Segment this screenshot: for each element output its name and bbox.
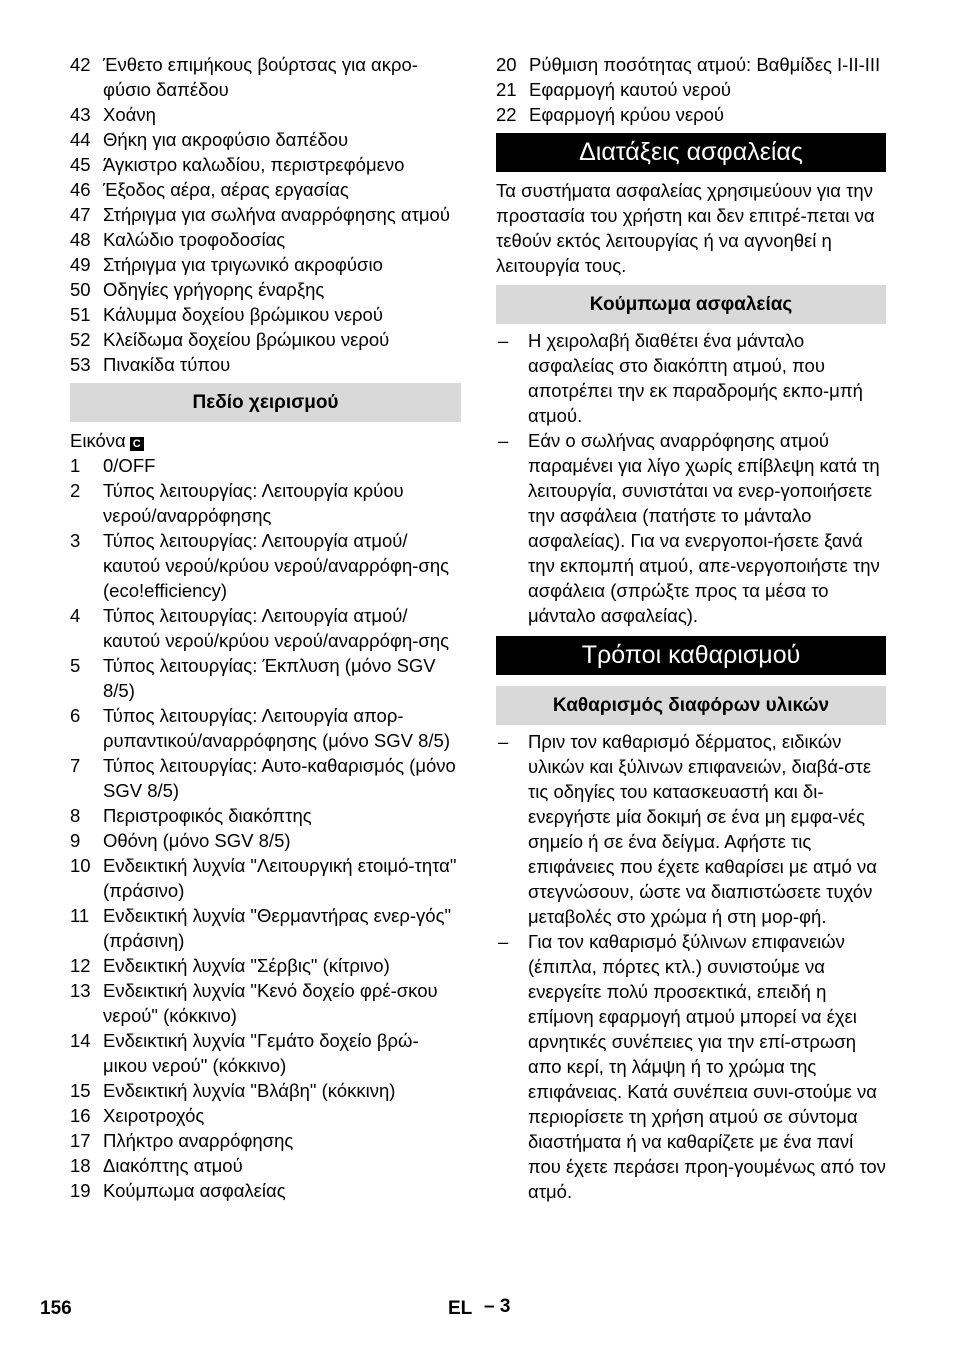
- item-text: Τύπος λειτουργίας: Αυτο-καθαρισμός (μόνο SGV 8/5): [103, 755, 456, 801]
- item-number: 13: [70, 980, 91, 1001]
- item-text: 0/OFF: [103, 455, 156, 476]
- language-code: EL: [448, 1298, 473, 1319]
- item-text: Περιστροφικός διακόπτης: [103, 805, 312, 826]
- item-number: 53: [70, 354, 91, 375]
- item-number: 5: [70, 655, 81, 676]
- item-number: 12: [70, 955, 91, 976]
- page-number: 156: [40, 1298, 72, 1319]
- list-item: [70, 152, 461, 177]
- item-text: Θήκη για ακροφύσιο δαπέδου: [103, 129, 349, 150]
- section-number: – 3: [484, 1296, 511, 1317]
- item-number: 20: [496, 54, 517, 75]
- list-item: [496, 52, 886, 77]
- item-text: Στήριγμα για τριγωνικό ακροφύσιο: [103, 254, 383, 275]
- item-number: 18: [70, 1155, 91, 1176]
- item-text: Ενδεικτική λυχνία "Βλάβη" (κόκκινη): [103, 1080, 396, 1101]
- control-panel-list: [70, 453, 461, 1203]
- item-number: 51: [70, 304, 91, 325]
- item-number: 14: [70, 1030, 91, 1051]
- item-number: 9: [70, 830, 81, 851]
- right-column: [496, 52, 886, 1204]
- item-text: Έξοδος αέρα, αέρας εργασίας: [103, 179, 349, 200]
- item-text: Εφαρμογή καυτού νερού: [529, 79, 732, 100]
- item-text: Τύπος λειτουργίας: Λειτουργία ατμού/ καυτού νερού/κρύου νερού/αναρρόφη-σης (eco!efficiency): [103, 530, 450, 601]
- list-item: – Για τον καθαρισμό ξύλινων επιφανειών (έπιπλα, πόρτες κτλ.) συνιστούμε να ενεργείτε πολύ προσεκτικά, επειδή η επίμονη εφαρμογή ατμού μπορεί να έχει αρνητικές συνέπειες για την επί-στρωση απο κερί, τη λάμψη ή το χρώμα της επιφάνειας. Κατά συνέπεια συνι-στούμε να περιορίσετε τη χρήση ατμού σε σύντομα διαστήματα ή να καθαρίζετε με ένα πανί που έχετε περάσει προη-γουμένως από τον ατμό.: [498, 931, 886, 1202]
- list-item: [70, 352, 461, 377]
- list-item: [70, 1028, 461, 1078]
- safety-devices-text: Τα συστήματα ασφαλείας χρησιμεύουν για την προστασία του χρήστη και δεν επιτρέ-πεται να τεθούν εκτός λειτουργίας ή να αγνοηθεί η λειτουργία τους.: [496, 180, 875, 276]
- item-number: 21: [496, 79, 517, 100]
- item-number: 4: [70, 605, 81, 626]
- list-item: [70, 327, 461, 352]
- item-text: Κλείδωμα δοχείου βρώμικου νερού: [103, 329, 390, 350]
- item-number: 44: [70, 129, 91, 150]
- item-text: Ρύθμιση ποσότητας ατμού: Βαθμίδες I-II-III: [529, 54, 881, 75]
- list-item: [70, 978, 461, 1028]
- item-number: 45: [70, 154, 91, 175]
- item-number: 43: [70, 104, 91, 125]
- item-text: Ενδεικτική λυχνία "Θερμαντήρας ενερ-γός" (πράσινη): [103, 905, 452, 951]
- list-item: [70, 1153, 461, 1178]
- left-column: [70, 52, 461, 1203]
- item-text: Τύπος λειτουργίας: Λειτουργία απορ-ρυπαντικού/αναρρόφησης (μόνο SGV 8/5): [103, 705, 450, 751]
- item-text: Ενδεικτική λυχνία "Γεμάτο δοχείο βρώ-μικου νερού" (κόκκινο): [103, 1030, 419, 1076]
- safety-devices-heading: Διατάξεις ασφαλείας: [496, 133, 886, 172]
- item-number: 49: [70, 254, 91, 275]
- list-item: [70, 753, 461, 803]
- item-text: Τύπος λειτουργίας: Έκπλυση (μόνο SGV 8/5): [103, 655, 436, 701]
- item-text: Διακόπτης ατμού: [103, 1155, 243, 1176]
- list-item: [70, 953, 461, 978]
- item-number: 50: [70, 279, 91, 300]
- item-text: Ενδεικτική λυχνία "Λειτουργική ετοιμό-τητα" (πράσινο): [103, 855, 457, 901]
- list-item: [70, 528, 461, 603]
- item-number: 48: [70, 229, 91, 250]
- item-text: Οδηγίες γρήγορης έναρξης: [103, 279, 325, 300]
- figure-letter-badge: C: [130, 437, 144, 451]
- item-text: Χειροτροχός: [103, 1105, 205, 1126]
- component-list-part-2: [496, 52, 886, 127]
- list-item: [70, 202, 461, 227]
- list-item: [70, 603, 461, 653]
- item-text: Ενδεικτική λυχνία "Σέρβις" (κίτρινο): [103, 955, 390, 976]
- materials-cleaning-heading: Καθαρισμός διαφόρων υλικών: [496, 686, 886, 725]
- item-text: Πινακίδα τύπου: [103, 354, 231, 375]
- item-text: Τύπος λειτουργίας: Λειτουργία ατμού/ καυτού νερού/κρύου νερού/αναρρόφη-σης: [103, 605, 450, 651]
- list-item: – Η χειρολαβή διαθέτει ένα μάνταλο ασφαλείας στο διακόπτη ατμού, που αποτρέπει την εκ παραδρομής εκπο-μπή ατμού.: [498, 330, 863, 426]
- item-text: Κούμπωμα ασφαλείας: [103, 1180, 286, 1201]
- item-number: 3: [70, 530, 81, 551]
- list-item: [70, 853, 461, 903]
- list-item: [496, 102, 886, 127]
- cleaning-methods-heading: Τρόποι καθαρισμού: [496, 636, 886, 675]
- list-item: [70, 127, 461, 152]
- materials-cleaning-list: [496, 729, 886, 1204]
- figure-label: Εικόνα: [70, 430, 126, 451]
- item-number: 19: [70, 1180, 91, 1201]
- list-item: [70, 453, 461, 478]
- list-item: [70, 1178, 461, 1203]
- item-number: 42: [70, 54, 91, 75]
- component-list-part-1: [70, 52, 461, 377]
- item-text: Χοάνη: [103, 104, 156, 125]
- item-number: 16: [70, 1105, 91, 1126]
- list-item: – Εάν ο σωλήνας αναρρόφησης ατμού παραμένει για λίγο χωρίς επίβλεψη κατά τη λειτουργία, συνιστάται να ενερ-γοποιήσετε την ασφάλεια (πατήστε το μάνταλο ασφαλείας). Για να ενεργοποι-ήσετε ξανά την εκπομπή ατμού, απε-νεργοποιήστε την ασφάλεια (σπρώξτε προς τα μέσα το μάνταλο ασφαλείας).: [498, 430, 880, 626]
- list-item: [70, 903, 461, 953]
- item-number: 47: [70, 204, 91, 225]
- list-item: [70, 277, 461, 302]
- item-number: 8: [70, 805, 81, 826]
- list-item: [70, 653, 461, 703]
- safety-lock-list: [496, 328, 886, 628]
- item-text: Εφαρμογή κρύου νερού: [529, 104, 725, 125]
- list-item: [70, 828, 461, 853]
- item-text: Ενδεικτική λυχνία "Κενό δοχείο φρέ-σκου νερού" (κόκκινο): [103, 980, 438, 1026]
- item-number: 17: [70, 1130, 91, 1151]
- list-item: [70, 52, 461, 102]
- list-item: [70, 478, 461, 528]
- item-number: 46: [70, 179, 91, 200]
- item-number: 15: [70, 1080, 91, 1101]
- item-text: Οθόνη (μόνο SGV 8/5): [103, 830, 291, 851]
- list-item: [70, 252, 461, 277]
- list-item: [496, 77, 886, 102]
- list-item: [70, 1078, 461, 1103]
- item-text: Κάλυμμα δοχείου βρώμικου νερού: [103, 304, 383, 325]
- item-text: Πλήκτρο αναρρόφησης: [103, 1130, 294, 1151]
- control-panel-heading: Πεδίο χειρισμού: [70, 383, 461, 422]
- figure-reference: [70, 428, 461, 453]
- item-text: Τύπος λειτουργίας: Λειτουργία κρύου νερού/αναρρόφησης: [103, 480, 404, 526]
- item-text: Στήριγμα για σωλήνα αναρρόφησης ατμού: [103, 204, 450, 225]
- item-number: 52: [70, 329, 91, 350]
- item-number: 10: [70, 855, 91, 876]
- list-item: [70, 703, 461, 753]
- item-text: Άγκιστρο καλωδίου, περιστρεφόμενο: [103, 154, 405, 175]
- item-number: 1: [70, 455, 81, 476]
- list-item: [70, 1128, 461, 1153]
- list-item: – Πριν τον καθαρισμό δέρματος, ειδικών υλικών και ξύλινων επιφανειών, διαβά-στε τις οδηγίες του κατασκευαστή και δι-ενεργήστε μία δοκιμή σε ένα μη εμφα-νές σημείο ή σε ένα δείγμα. Αφήστε τις επιφάνειες που έχετε καθαρίσει με ατμό να στεγνώσουν, ώστε να διαπιστώσετε τυχόν μεταβολές στο χρώμα ή στη μορ-φή.: [498, 731, 878, 927]
- item-text: Καλώδιο τροφοδοσίας: [103, 229, 286, 250]
- item-number: 11: [70, 905, 90, 926]
- item-number: 22: [496, 104, 517, 125]
- list-item: [70, 1103, 461, 1128]
- safety-lock-heading: Κούμπωμα ασφαλείας: [496, 285, 886, 324]
- item-number: 6: [70, 705, 81, 726]
- list-item: [70, 302, 461, 327]
- item-number: 7: [70, 755, 81, 776]
- item-number: 2: [70, 480, 81, 501]
- list-item: [70, 227, 461, 252]
- list-item: [70, 177, 461, 202]
- item-text: Ένθετο επιμήκους βούρτσας για ακρο-φύσιο δαπέδου: [103, 54, 418, 100]
- list-item: [70, 102, 461, 127]
- list-item: [70, 803, 461, 828]
